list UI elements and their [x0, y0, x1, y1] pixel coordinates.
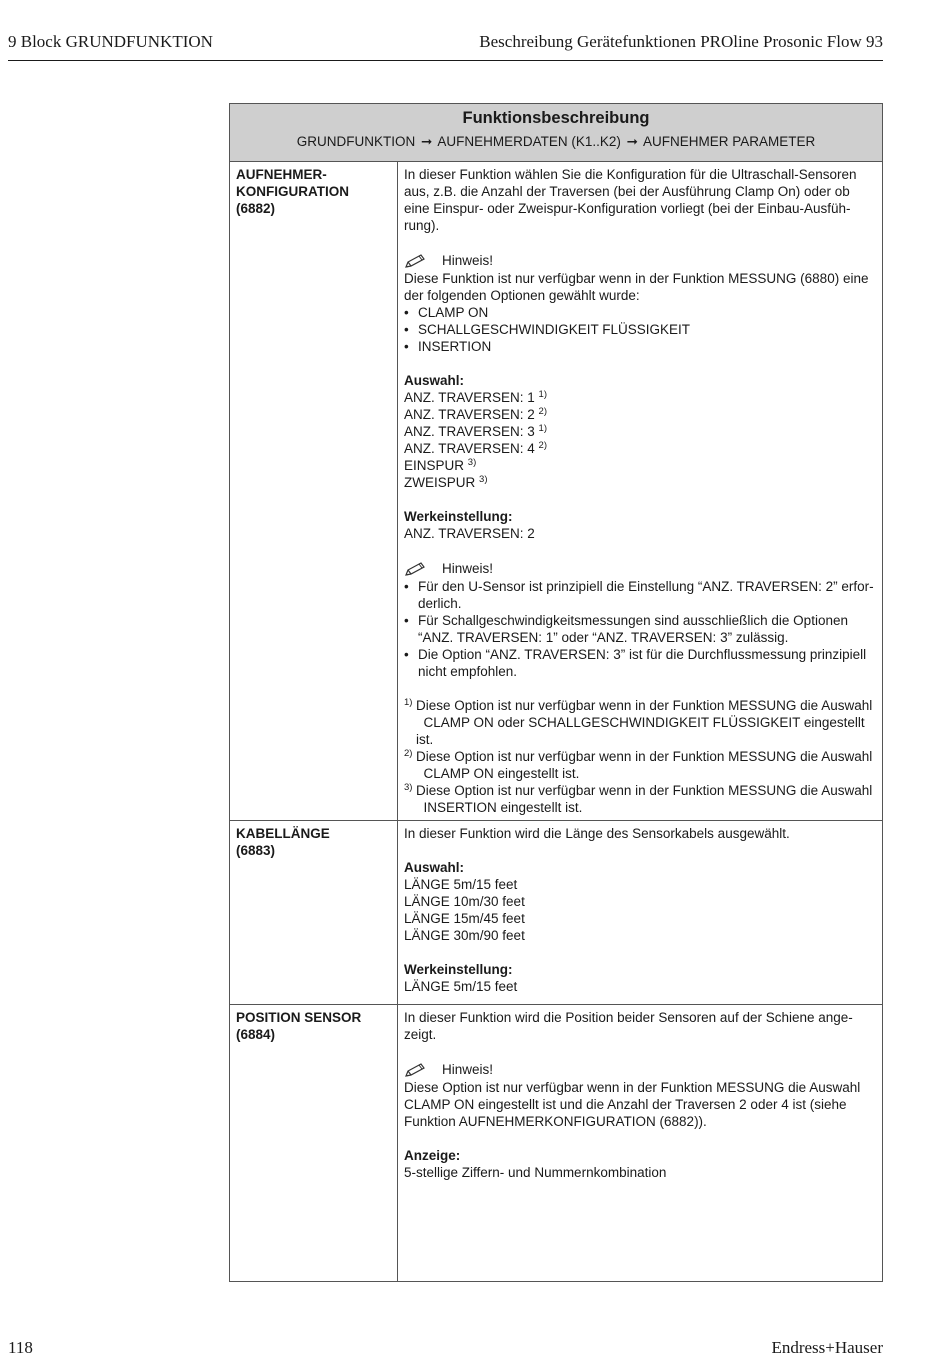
option-text: EINSPUR: [404, 458, 465, 473]
selection-option: LÄNGE 15m/45 feet: [404, 911, 525, 926]
intro-line: In dieser Funktion wird die Länge des Sensorkabels ausgewählt.: [404, 826, 790, 841]
footnote-mark: 2): [404, 748, 413, 759]
note-line: der folgenden Optionen gewählt wurde:: [404, 288, 640, 303]
footnote-ref: 2): [538, 440, 547, 451]
function-description: [398, 1005, 882, 1281]
table-row: [230, 162, 882, 821]
list-item-text: derlich.: [418, 596, 462, 611]
selection-option: [404, 389, 876, 406]
factory-setting-value: ANZ. TRAVERSEN: 2: [404, 526, 535, 541]
selection-option: [404, 406, 876, 423]
display-value: 5-stellige Ziffern- und Nummernkombination: [404, 1165, 667, 1180]
footnote-mark: 1): [404, 697, 413, 708]
note-line: Funktion AUFNEHMERKONFIGURATION (6882)).: [404, 1114, 707, 1129]
note-label: Hinweis!: [442, 253, 494, 268]
pencil-icon: [404, 561, 428, 577]
list-item-text: Für den U-Sensor ist prinzipiell die Einstellung “ANZ. TRAVERSEN: 2” erfor-: [418, 579, 874, 594]
footnote-ref: 1): [538, 389, 547, 400]
table-row: [230, 821, 882, 1005]
selection-option: [404, 474, 876, 491]
list-item: • Die Option “ANZ. TRAVERSEN: 3” ist für die Durchflussmessung prinzipiell nicht empfohlen.: [404, 647, 867, 679]
footnote-ref: 1): [538, 423, 547, 434]
intro-line: eine Einspur- oder Zweispur-Konfiguration vorliegt (bei der Einbau-Ausfüh-: [404, 201, 851, 216]
function-name: [230, 821, 398, 1004]
selection-option: [404, 440, 876, 457]
document-title: Beschreibung Gerätefunktionen PROline Prosonic Flow 93: [479, 32, 883, 51]
function-code: (6883): [236, 843, 276, 858]
footnote-text: CLAMP ON oder SCHALLGESCHWINDIGKEIT FLÜSSIGKEIT eingestellt ist.: [416, 715, 865, 747]
table-header: [230, 104, 882, 162]
note-line: Diese Option ist nur verfügbar wenn in der Funktion MESSUNG die Auswahl: [404, 1080, 861, 1095]
note-heading: [404, 559, 876, 578]
display-heading: Anzeige:: [404, 1148, 461, 1163]
intro-line: aus, z.B. die Anzahl der Traversen (bei der Ausführung Clamp On) oder ob: [404, 184, 850, 199]
option-text: ANZ. TRAVERSEN: 1: [404, 390, 535, 405]
intro-line: rung).: [404, 218, 440, 233]
list-item-text: nicht empfohlen.: [418, 664, 518, 679]
footnote-ref: 3): [467, 457, 477, 468]
function-name: [230, 1005, 398, 1281]
footnote-ref: 3): [479, 474, 488, 485]
note-line: CLAMP ON eingestellt ist und die Anzahl der Traversen 2 oder 4 ist (siehe: [404, 1097, 847, 1112]
list-item-text: INSERTION: [418, 339, 492, 354]
footnote-ref: 2): [538, 406, 547, 417]
intro-line: zeigt.: [404, 1027, 437, 1042]
selection-option: LÄNGE 5m/15 feet: [404, 877, 518, 892]
list-item-text: CLAMP ON: [418, 305, 489, 320]
breadcrumb-item: GRUNDFUNKTION: [296, 134, 416, 149]
function-code: (6882): [236, 201, 276, 216]
page-footer: [8, 1338, 883, 1362]
function-name-line: KABELLÄNGE: [236, 826, 330, 841]
function-table: [229, 103, 883, 1282]
factory-setting-value: LÄNGE 5m/15 feet: [404, 979, 518, 994]
breadcrumb-item: AUFNEHMERDATEN (K1..K2): [437, 134, 621, 149]
function-name-line: AUFNEHMER-: [236, 167, 327, 182]
breadcrumb-item: AUFNEHMER PARAMETER: [642, 134, 816, 149]
footnote-text: Diese Option ist nur verfügbar wenn in der Funktion MESSUNG die Auswahl: [416, 749, 873, 764]
list-item: • INSERTION: [404, 339, 492, 354]
chapter-title: 9 Block GRUNDFUNKTION: [8, 32, 213, 51]
factory-setting-heading: Werkeinstellung:: [404, 962, 513, 977]
function-name-line: KONFIGURATION: [236, 184, 349, 199]
footnote-mark: 3): [404, 782, 413, 793]
note-label: Hinweis!: [442, 561, 494, 576]
selection-option: LÄNGE 10m/30 feet: [404, 894, 525, 909]
option-text: ZWEISPUR: [404, 475, 476, 490]
list-item-text: Die Option “ANZ. TRAVERSEN: 3” ist für die Durchflussmessung prinzipiell: [418, 647, 867, 662]
selection-option: LÄNGE 30m/90 feet: [404, 928, 525, 943]
note-heading: [404, 1060, 876, 1079]
list-item: • SCHALLGESCHWINDIGKEIT FLÜSSIGKEIT: [404, 322, 691, 337]
function-name: [230, 162, 398, 820]
list-item: • CLAMP ON: [404, 305, 489, 320]
pencil-icon: [404, 253, 428, 269]
footnote: [404, 748, 876, 782]
list-item: • Für Schallgeschwindigkeitsmessungen sind ausschließlich die Optionen “ANZ. TRAVERSEN: 1” oder “ANZ. TRAVERSEN: 3” zulässig.: [404, 613, 848, 645]
footnote-text: Diese Option ist nur verfügbar wenn in der Funktion MESSUNG die Auswahl: [416, 698, 873, 713]
option-text: ANZ. TRAVERSEN: 4: [404, 441, 535, 456]
selection-heading: Auswahl:: [404, 860, 465, 875]
breadcrumb: [230, 134, 882, 150]
option-text: ANZ. TRAVERSEN: 2: [404, 407, 535, 422]
note-label: Hinweis!: [442, 1062, 494, 1077]
selection-option: [404, 457, 876, 474]
list-item-text: “ANZ. TRAVERSEN: 1” oder “ANZ. TRAVERSEN: 3” zulässig.: [418, 630, 789, 645]
arrow-right-icon: ➞: [421, 134, 433, 149]
intro-line: In dieser Funktion wird die Position beider Sensoren auf der Schiene ange-: [404, 1010, 853, 1025]
table-title: Funktionsbeschreibung: [462, 109, 650, 127]
table-row: [230, 1005, 882, 1281]
footnote: [404, 697, 876, 748]
footnote-text: CLAMP ON eingestellt ist.: [423, 766, 580, 781]
page-header: [8, 30, 883, 61]
option-text: ANZ. TRAVERSEN: 3: [404, 424, 535, 439]
arrow-right-icon: ➞: [626, 134, 638, 149]
factory-setting-heading: Werkeinstellung:: [404, 509, 513, 524]
brand-logo: Endress+Hauser: [771, 1338, 883, 1357]
page-number: 118: [8, 1338, 33, 1357]
footnote-text: Diese Option ist nur verfügbar wenn in der Funktion MESSUNG die Auswahl: [416, 783, 873, 798]
list-item-text: SCHALLGESCHWINDIGKEIT FLÜSSIGKEIT: [418, 322, 691, 337]
function-name-line: POSITION SENSOR: [236, 1010, 362, 1025]
note-line: Diese Funktion ist nur verfügbar wenn in der Funktion MESSUNG (6880) eine: [404, 271, 869, 286]
function-code: (6884): [236, 1027, 276, 1042]
selection-option: [404, 423, 876, 440]
selection-heading: Auswahl:: [404, 373, 465, 388]
function-description: [398, 162, 882, 820]
function-description: [398, 821, 882, 1004]
list-item-text: Für Schallgeschwindigkeitsmessungen sind ausschließlich die Optionen: [418, 613, 848, 628]
list-item: • Für den U-Sensor ist prinzipiell die Einstellung “ANZ. TRAVERSEN: 2” erfor- derlich.: [404, 579, 874, 611]
footnote-text: INSERTION eingestellt ist.: [423, 800, 583, 815]
intro-line: In dieser Funktion wählen Sie die Konfiguration für die Ultraschall-Sensoren: [404, 167, 857, 182]
footnote: [404, 782, 876, 816]
pencil-icon: [404, 1062, 428, 1078]
note-heading: [404, 251, 876, 270]
